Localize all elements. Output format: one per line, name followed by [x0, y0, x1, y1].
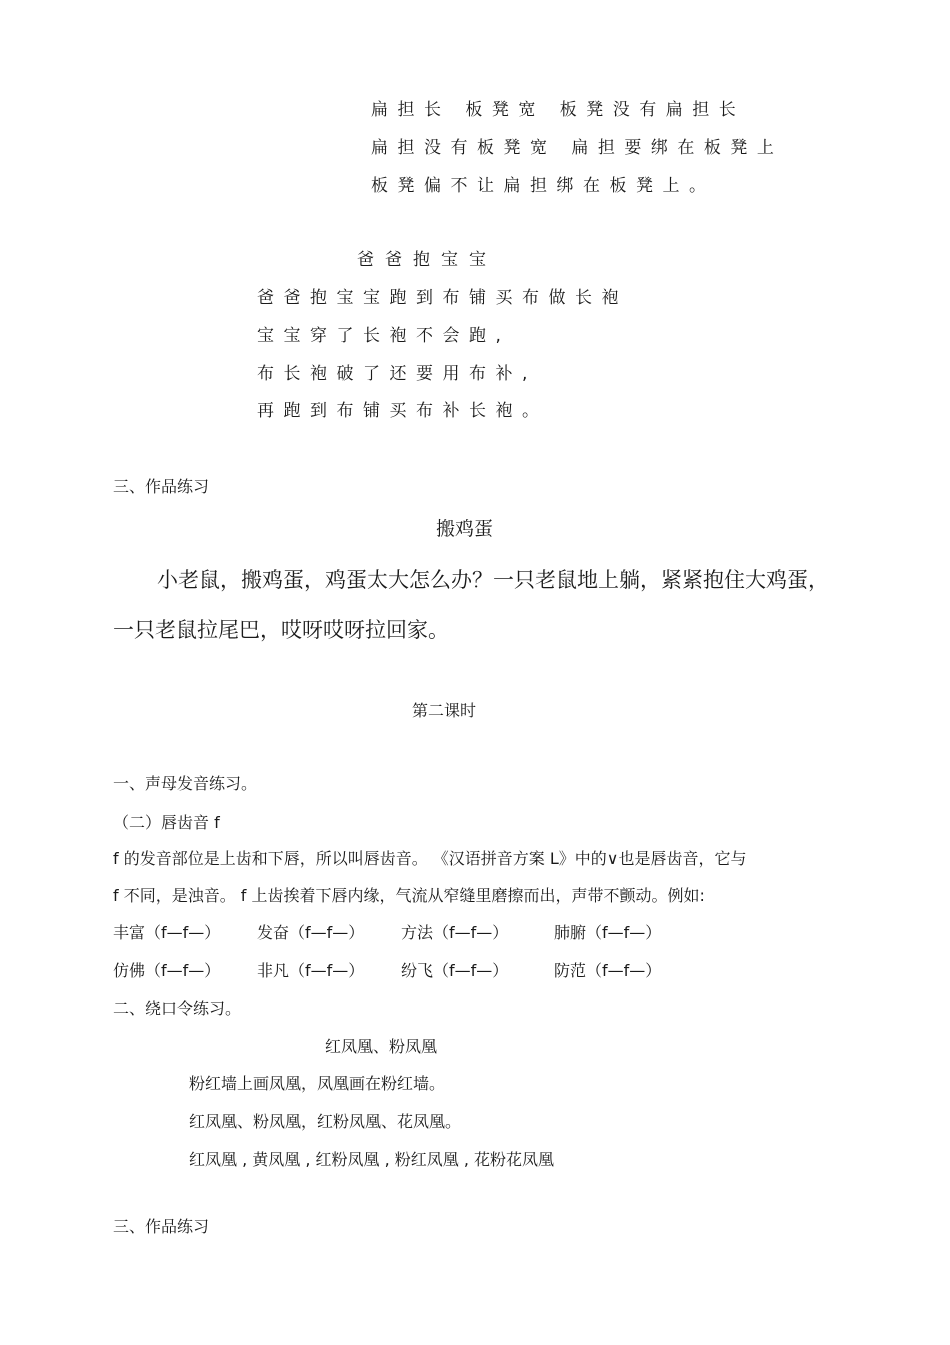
lesson2-heading-2: 二、绕口令练习。 [113, 999, 242, 1018]
poem1-line2: 扁担没有板凳宽 扁担要绑在板凳上 [371, 138, 784, 158]
example-item: 方法（f—f—） [401, 923, 509, 942]
poem2-title: 爸爸抱宝宝 [357, 250, 497, 270]
section-heading-works-1: 三、作品练习 [113, 477, 210, 496]
example-item: 肺腑（f—f—） [554, 923, 662, 942]
lesson2-heading-1: 一、声母发音练习。 [113, 774, 258, 793]
poem2-line3: 布长袍破了还要用布补, [257, 364, 537, 384]
poem2-line2: 宝宝穿了长袍不会跑, [257, 326, 511, 346]
poem2-line1: 爸爸抱宝宝跑到布铺买布做长袍 [257, 288, 628, 308]
tongue-twister-line-3: 红凤凰 , 黄凤凰 , 红粉凤凰 , 粉红凤凰 , 花粉花凤凰 [189, 1150, 555, 1169]
example-item: 丰富（f—f—） [113, 923, 221, 942]
tongue-twister-line-2: 红凤凰、粉凤凰，红粉凤凰、花凤凰。 [189, 1112, 462, 1131]
example-item: 纷飞（f—f—） [401, 961, 509, 980]
tongue-twister-title: 红凤凰、粉凤凰 [325, 1037, 438, 1056]
work-paragraph-1: 小老鼠，搬鸡蛋，鸡蛋太大怎么办？一只老鼠地上躺，紧紧抱住大鸡蛋， [157, 568, 829, 592]
example-item: 发奋（f—f—） [257, 923, 365, 942]
example-item: 非凡（f—f—） [257, 961, 365, 980]
section-heading-works-2: 三、作品练习 [113, 1217, 210, 1236]
work-paragraph-2: 一只老鼠拉尾巴，哎呀哎呀拉回家。 [113, 618, 449, 642]
poem1-line1: 扁担长 板凳宽 板凳没有扁担长 [371, 100, 746, 120]
lesson2-subheading: （二）唇齿音 f [113, 813, 220, 832]
example-item: 防范（f—f—） [554, 961, 662, 980]
lesson2-desc-1: f 的发音部位是上齿和下唇，所以叫唇齿音。 《汉语拼音方案 L》中的∨也是唇齿音，它与 [113, 849, 747, 868]
lesson2-desc-2: f 不同，是浊音。 f 上齿挨着下唇内缘，气流从窄缝里磨擦而出，声带不颤动。例如: [113, 886, 705, 905]
work-title: 搬鸡蛋 [436, 518, 494, 540]
lesson2-title: 第二课时 [412, 701, 477, 720]
poem1-line3: 板凳偏不让扁担绑在板凳上。 [371, 176, 716, 196]
example-item: 仿佛（f—f—） [113, 961, 221, 980]
poem2-line4: 再跑到布铺买布补长袍。 [257, 401, 549, 421]
tongue-twister-line-1: 粉红墙上画凤凰，凤凰画在粉红墙。 [189, 1074, 446, 1093]
